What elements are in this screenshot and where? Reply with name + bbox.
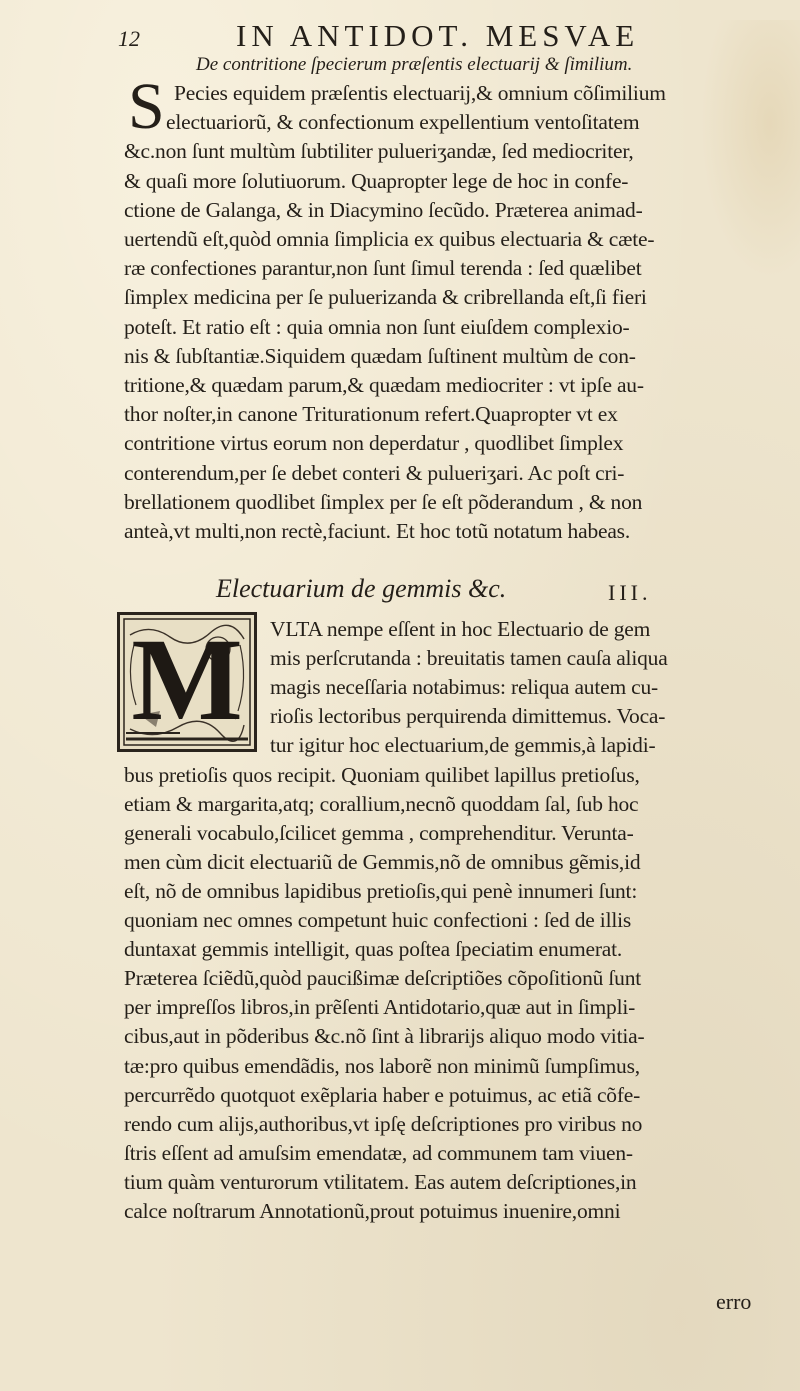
text-line: mis perſcrutanda : breuitatis tamen cauſa aliqua <box>270 646 668 671</box>
decorated-initial-m <box>117 612 257 752</box>
section-heading-contritione: De contritione ſpecierum præſentis electuarij & ſimilium. <box>196 54 633 75</box>
text-line: quoniam nec omnes competunt huic confectioni : ſed de illis <box>124 908 632 932</box>
text-line: poteſt. Et ratio eſt : quia omnia non ſunt eiuſdem complexio- <box>124 314 630 339</box>
initial-letter-m: M <box>131 614 243 745</box>
text-line: Præterea ſciẽdũ,quòd paucißimæ deſcriptiões cõpoſitionũ ſunt <box>124 966 642 991</box>
page-header <box>118 18 718 58</box>
running-title: IN ANTIDOT. MESVAE <box>236 18 640 53</box>
text-line: &c.non ſunt multùm ſubtiliter pulueriʒandæ, ſed mediocriter, <box>124 139 634 164</box>
text-line: conterendum,per ſe debet conteri & pulueriʒari. Ac poſt cri- <box>124 460 625 485</box>
text-line: VLTA nempe eſſent in hoc Electuario de gem <box>270 617 651 641</box>
text-line: electuariorũ, & confectionum expellentium ventoſitatem <box>166 110 640 135</box>
text-line: magis neceſſaria notabimus: reliqua autem cu- <box>270 675 659 700</box>
text-line: Pecies equidem præſentis electuarij,& omnium cõſimilium <box>174 81 666 105</box>
text-line: calce noſtrarum Annotationũ,prout potuimus inuenire,omni <box>124 1199 621 1223</box>
text-line: bus pretioſis quos recipit. Quoniam quilibet lapillus pretioſus, <box>124 762 640 787</box>
folio-number: 12 <box>118 26 140 51</box>
text-line: per impreſſos libros,in prẽſenti Antidotario,quæ aut in ſimpli- <box>124 995 636 1020</box>
text-line: ræ confectiones parantur,non ſunt ſimul terenda : ſed quælibet <box>124 256 642 281</box>
text-line: tritione,& quædam parum,& quædam mediocriter : vt ipſe au- <box>124 373 644 397</box>
section-number: III. <box>608 580 652 605</box>
text-line: tium quàm venturorum vtilitatem. Eas autem deſcriptiones,in <box>124 1169 637 1194</box>
text-line: brellationem quodlibet ſimplex per ſe eſt põderandum , & non <box>124 489 643 514</box>
drop-initial-s: S <box>128 70 165 143</box>
text-line: thor noſter,in canone Triturationum refert.Quapropter vt ex <box>124 402 618 427</box>
text-line: cibus,aut in põderibus &c.nõ ſint à librarijs aliquo modo vitia- <box>124 1024 645 1049</box>
text-line: duntaxat gemmis intelligit, quas poſtea ſpeciatim enumerat. <box>124 937 623 962</box>
section-heading-electuarium: Electuarium de gemmis &c. <box>216 574 507 603</box>
text-line: rioſis lectoribus perquirenda dimittemus. Voca- <box>270 704 666 729</box>
text-line: generali vocabulo,ſcilicet gemma , comprehenditur. Verunta- <box>124 820 634 845</box>
text-line: ſimplex medicina per ſe puluerizanda & cribrellanda eſt,ſi fieri <box>124 285 647 310</box>
text-line: tæ:pro quibus emendãdis, nos laborẽ non minimũ ſumpſimus, <box>124 1053 640 1078</box>
text-line: & quaſi more ſolutiuorum. Quapropter lege de hoc in confe- <box>124 168 629 193</box>
text-line: ſtris eſſent ad amuſsim emendatæ, ad communem tam viuen- <box>124 1140 633 1165</box>
text-line: percurrẽdo quotquot exẽplaria haber e potuimus, ac etiã cõfe- <box>124 1082 641 1107</box>
text-line: uertendũ eſt,quòd omnia ſimplicia ex quibus electuaria & cæte- <box>124 227 655 251</box>
text-line: nis & ſubſtantiæ.Siquidem quædam ſuſtinent multùm de con- <box>124 343 636 368</box>
text-line: contritione virtus eorum non deperdatur , quodlibet ſimplex <box>124 431 624 456</box>
text-line: etiam & margarita,atq; corallium,necnõ quoddam ſal, ſub hoc <box>124 791 639 816</box>
text-line: tur igitur hoc electuarium,de gemmis,à lapidi- <box>270 733 656 758</box>
text-line: rendo cum alijs,authoribus,vt ipſę deſcriptiones pro viribus no <box>124 1111 643 1136</box>
paper-stain <box>700 20 800 280</box>
text-line: ctione de Galanga, & in Diacymino ſecũdo. Præterea animad- <box>124 197 643 222</box>
text-line: men cùm dicit electuariũ de Gemmis,nõ de omnibus gẽmis,id <box>124 849 641 874</box>
text-line: eſt, nõ de omnibus lapidibus pretioſis,qui penè innumeri ſunt: <box>124 878 638 903</box>
catchword: erro <box>716 1289 752 1314</box>
text-line: anteà,vt multi,non rectè,faciunt. Et hoc totũ notatum habeas. <box>124 519 631 543</box>
